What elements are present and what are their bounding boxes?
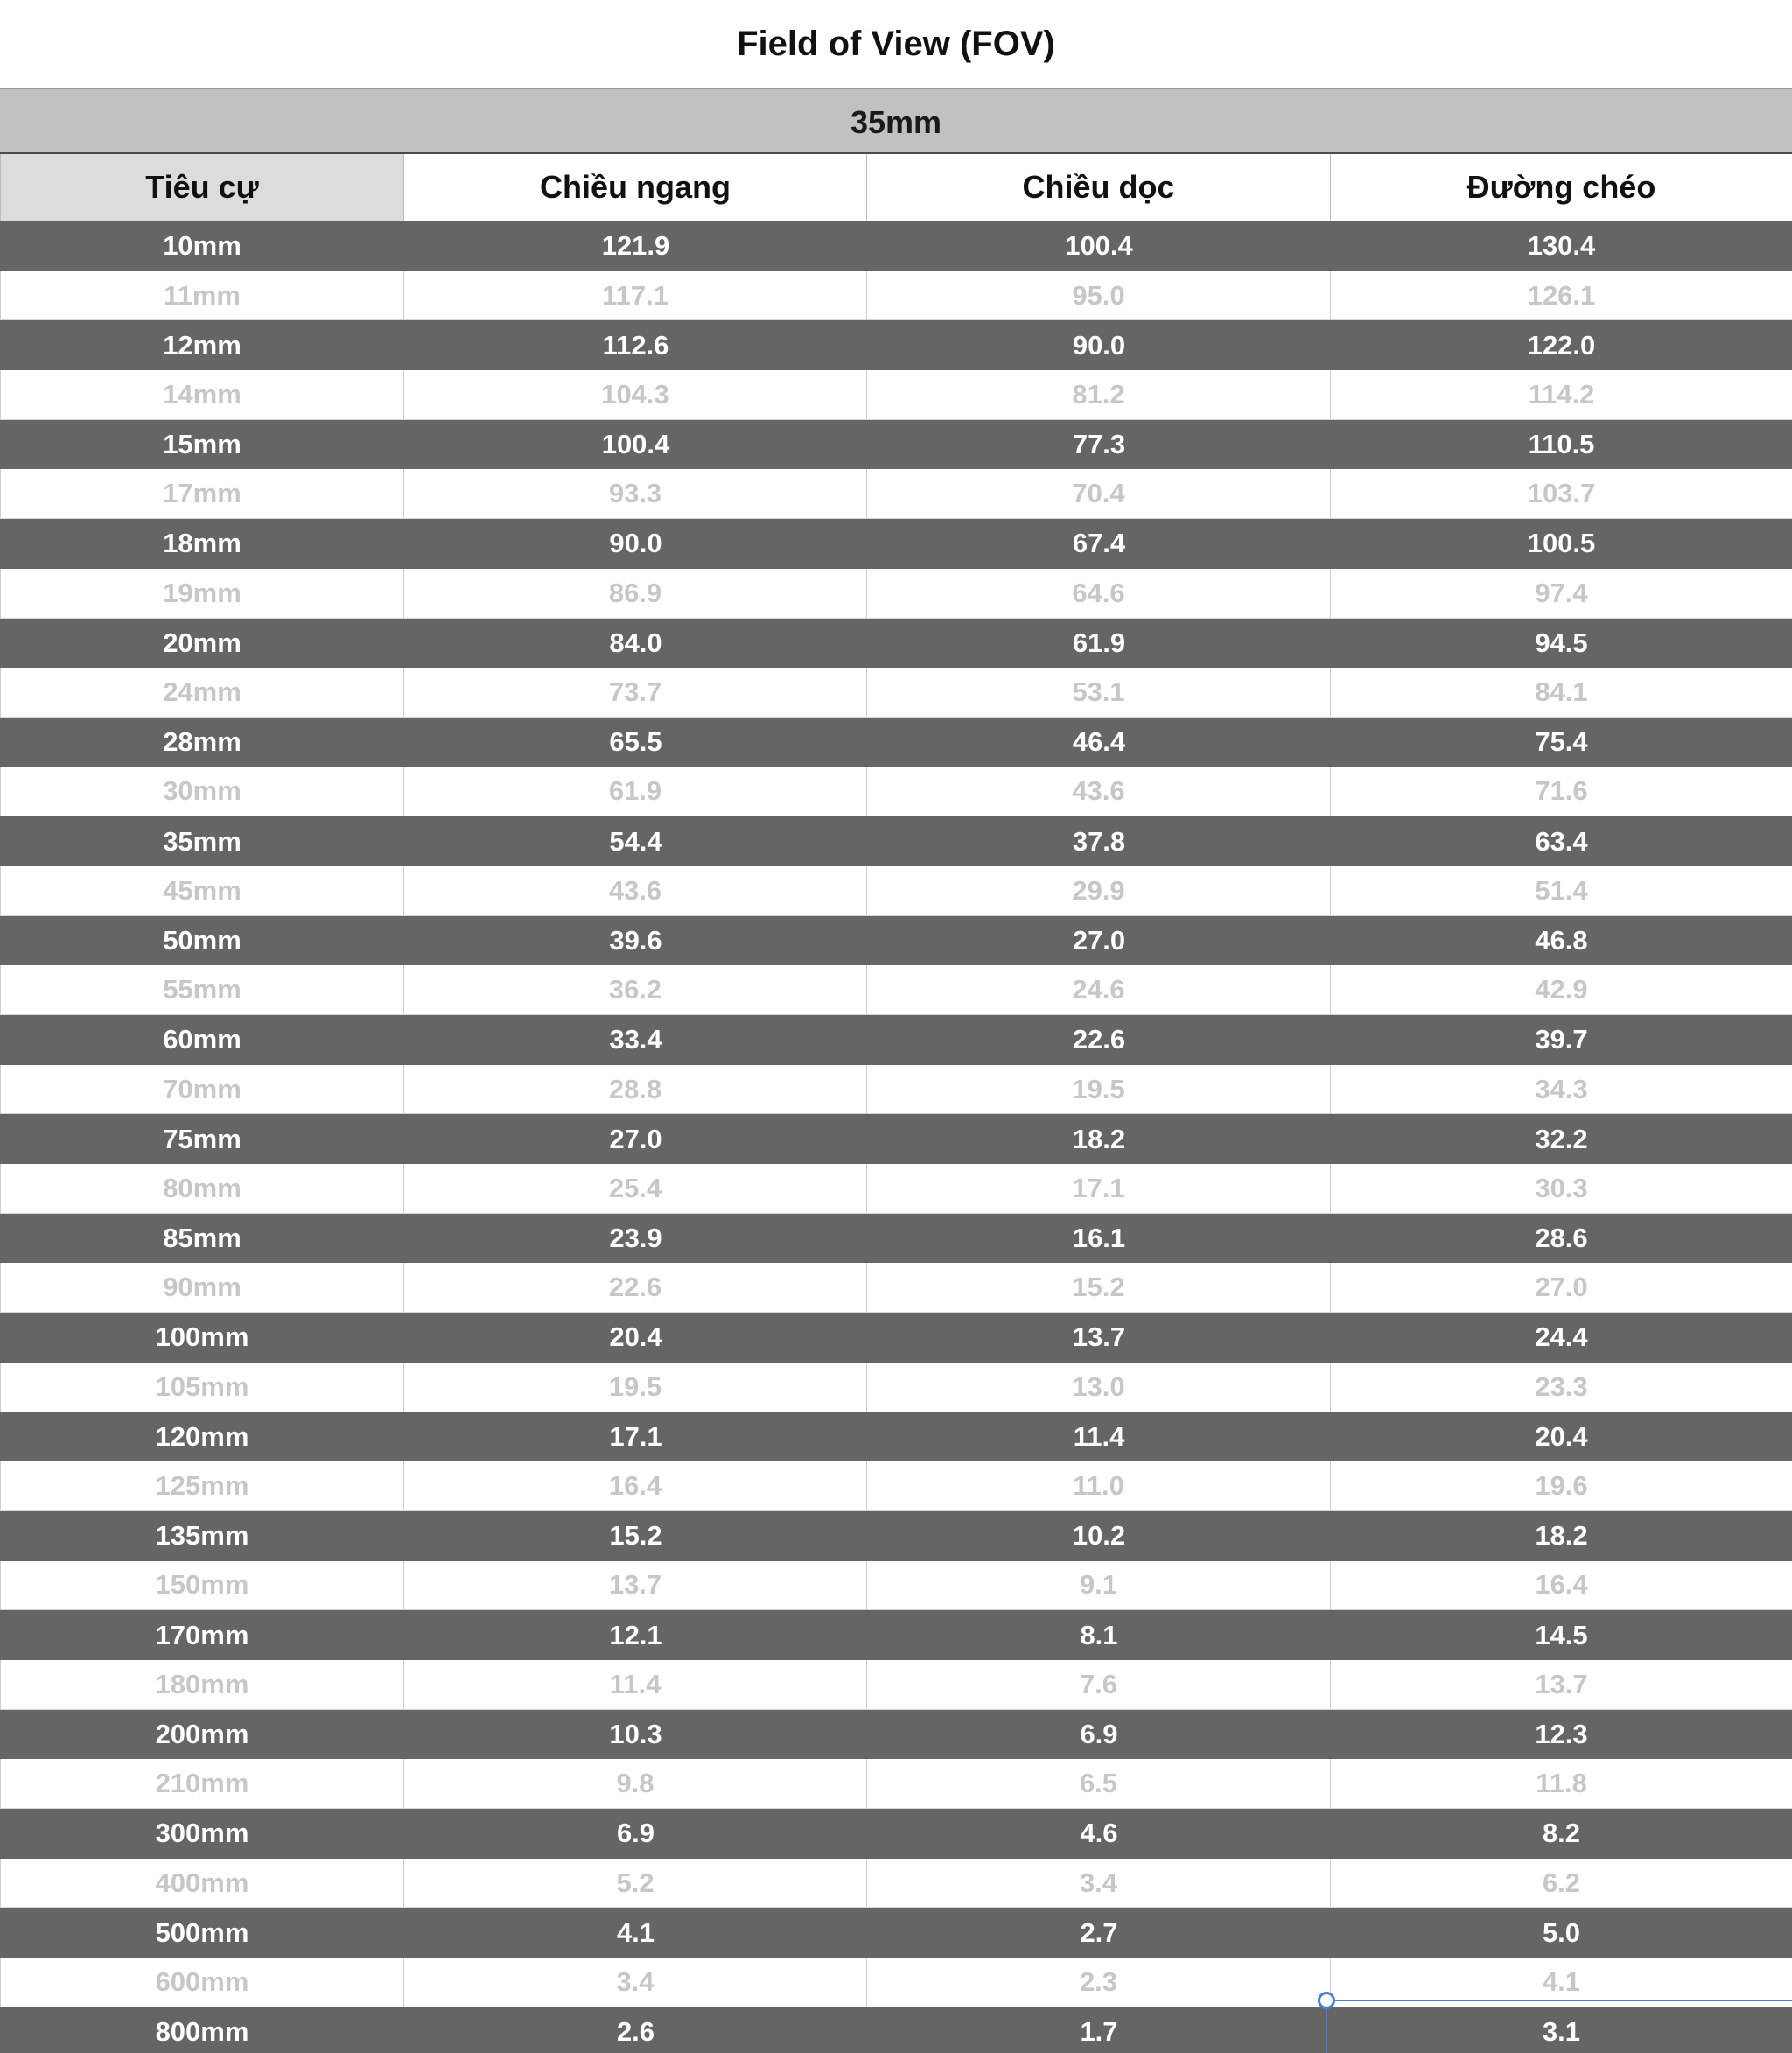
table-row bbox=[0, 1313, 1792, 1363]
table-row bbox=[0, 1511, 1792, 1561]
cell-vertical[interactable]: 9.1 bbox=[867, 1561, 1331, 1610]
cell-horizontal[interactable]: 23.9 bbox=[609, 1223, 662, 1254]
cell-vertical[interactable]: 22.6 bbox=[1072, 1024, 1126, 1055]
cell-vertical[interactable]: 43.6 bbox=[867, 767, 1331, 816]
cell-vertical[interactable]: 77.3 bbox=[1072, 429, 1126, 460]
cell-focal-length[interactable]: 60mm bbox=[163, 1024, 242, 1055]
table-row bbox=[0, 619, 1792, 669]
cell-horizontal[interactable]: 10.3 bbox=[609, 1718, 662, 1749]
cell-horizontal[interactable]: 61.9 bbox=[404, 767, 867, 816]
table-row bbox=[0, 1610, 1792, 1660]
fov-table bbox=[0, 154, 1792, 2053]
table-row bbox=[0, 1710, 1792, 1760]
cell-horizontal[interactable]: 54.4 bbox=[609, 825, 662, 857]
cell-horizontal[interactable]: 86.9 bbox=[404, 569, 867, 618]
table-row bbox=[0, 1908, 1792, 1958]
table-row bbox=[0, 1660, 1792, 1710]
table-row bbox=[0, 1412, 1792, 1462]
cell-vertical[interactable]: 27.0 bbox=[1072, 924, 1126, 956]
cell-vertical[interactable]: 64.6 bbox=[867, 569, 1331, 618]
cell-diagonal[interactable]: 71.6 bbox=[1535, 775, 1588, 807]
cell-horizontal[interactable]: 13.7 bbox=[404, 1561, 867, 1610]
cell-diagonal[interactable]: 27.0 bbox=[1535, 1272, 1588, 1303]
cell-diagonal[interactable]: 3.1 bbox=[1542, 2016, 1581, 2048]
cell-vertical[interactable]: 81.2 bbox=[867, 370, 1331, 419]
cell-horizontal[interactable]: 36.2 bbox=[404, 965, 867, 1014]
cell-horizontal[interactable]: 16.4 bbox=[404, 1461, 867, 1510]
table-row bbox=[0, 569, 1792, 619]
cell-diagonal[interactable]: 110.5 bbox=[1528, 429, 1595, 460]
table-row bbox=[0, 420, 1792, 470]
cell-vertical[interactable]: 16.1 bbox=[1072, 1223, 1126, 1254]
cell-vertical[interactable]: 29.9 bbox=[867, 866, 1331, 915]
cell-diagonal[interactable]: 12.3 bbox=[1535, 1718, 1588, 1749]
cell-diagonal[interactable]: 51.4 bbox=[1535, 874, 1588, 906]
cell-vertical[interactable]: 100.4 bbox=[1065, 230, 1133, 262]
cell-focal-length[interactable]: 50mm bbox=[163, 924, 242, 956]
cell-focal-length[interactable]: 80mm bbox=[0, 1164, 404, 1213]
cell-horizontal[interactable]: 3.4 bbox=[404, 1958, 867, 2007]
cell-horizontal[interactable]: 15.2 bbox=[609, 1520, 662, 1552]
cell-vertical[interactable]: 1.7 bbox=[1080, 2016, 1118, 2048]
cell-diagonal[interactable]: 18.2 bbox=[1535, 1520, 1588, 1552]
cell-vertical[interactable]: 6.5 bbox=[867, 1759, 1331, 1808]
cell-diagonal[interactable]: 28.6 bbox=[1535, 1223, 1588, 1254]
cell-diagonal[interactable]: 4.1 bbox=[1542, 1965, 1581, 1997]
cell-vertical[interactable]: 7.6 bbox=[867, 1660, 1331, 1709]
cell-focal-length[interactable]: 200mm bbox=[155, 1718, 249, 1749]
cell-focal-length[interactable]: 30mm bbox=[0, 767, 404, 816]
cell-focal-length[interactable]: 300mm bbox=[155, 1818, 249, 1849]
cell-diagonal[interactable]: 19.6 bbox=[1535, 1470, 1588, 1502]
cell-horizontal[interactable]: 19.5 bbox=[404, 1363, 867, 1412]
cell-diagonal[interactable]: 23.3 bbox=[1535, 1370, 1588, 1402]
cell-horizontal[interactable]: 27.0 bbox=[609, 1123, 662, 1154]
cell-vertical[interactable]: 95.0 bbox=[867, 271, 1331, 320]
cell-vertical[interactable]: 46.4 bbox=[1072, 726, 1126, 758]
cell-horizontal[interactable]: 90.0 bbox=[609, 528, 662, 559]
cell-diagonal[interactable]: 75.4 bbox=[1535, 726, 1588, 758]
table-row bbox=[0, 1065, 1792, 1115]
table-row bbox=[0, 816, 1792, 866]
cell-vertical[interactable]: 19.5 bbox=[867, 1065, 1331, 1114]
cell-horizontal[interactable]: 4.1 bbox=[616, 1916, 655, 1948]
cell-vertical[interactable]: 17.1 bbox=[867, 1164, 1331, 1213]
cell-horizontal[interactable]: 100.4 bbox=[601, 429, 670, 460]
cell-focal-length[interactable]: 45mm bbox=[0, 866, 404, 915]
cell-focal-length[interactable]: 35mm bbox=[163, 825, 242, 857]
cell-diagonal[interactable]: 6.2 bbox=[1542, 1867, 1581, 1898]
cell-diagonal[interactable]: 46.8 bbox=[1535, 924, 1588, 956]
cell-vertical[interactable]: 90.0 bbox=[1072, 329, 1126, 361]
cell-vertical[interactable]: 6.9 bbox=[1080, 1718, 1118, 1749]
cell-diagonal[interactable]: 114.2 bbox=[1528, 378, 1595, 410]
cell-horizontal[interactable]: 117.1 bbox=[404, 271, 867, 320]
cell-focal-length[interactable]: 18mm bbox=[163, 528, 242, 559]
cell-diagonal[interactable]: 42.9 bbox=[1535, 974, 1588, 1005]
cell-vertical[interactable]: 67.4 bbox=[1072, 528, 1126, 559]
cell-focal-length[interactable]: 20mm bbox=[163, 627, 242, 658]
cell-vertical[interactable]: 18.2 bbox=[1072, 1123, 1126, 1154]
cell-vertical[interactable]: 61.9 bbox=[1072, 627, 1126, 658]
column-header-vertical[interactable]: Chiều dọc bbox=[867, 154, 1331, 221]
table-row bbox=[0, 1114, 1792, 1164]
table-row bbox=[0, 1015, 1792, 1065]
cell-focal-length[interactable]: 150mm bbox=[0, 1561, 404, 1610]
cell-horizontal[interactable]: 73.7 bbox=[404, 668, 867, 717]
cell-diagonal[interactable]: 8.2 bbox=[1542, 1818, 1581, 1849]
cell-horizontal[interactable]: 12.1 bbox=[609, 1619, 662, 1650]
cell-diagonal[interactable]: 39.7 bbox=[1535, 1024, 1588, 1055]
cell-vertical[interactable]: 53.1 bbox=[867, 668, 1331, 717]
selection-handle[interactable] bbox=[1318, 1992, 1335, 2009]
table-row bbox=[0, 469, 1792, 519]
cell-vertical[interactable]: 13.0 bbox=[867, 1363, 1331, 1412]
column-header-diagonal[interactable]: Đường chéo bbox=[1466, 169, 1656, 205]
cell-diagonal[interactable]: 34.3 bbox=[1535, 1073, 1588, 1104]
cell-focal-length[interactable]: 170mm bbox=[155, 1619, 249, 1650]
group-header[interactable]: 35mm bbox=[0, 88, 1792, 154]
cell-vertical[interactable]: 11.0 bbox=[867, 1461, 1331, 1510]
table-title: Field of View (FOV) bbox=[737, 25, 1055, 63]
cell-vertical[interactable]: 15.2 bbox=[867, 1263, 1331, 1312]
table-row bbox=[0, 1263, 1792, 1313]
cell-focal-length[interactable]: 24mm bbox=[0, 668, 404, 717]
cell-horizontal[interactable]: 121.9 bbox=[601, 230, 670, 262]
table-row bbox=[0, 916, 1792, 966]
cell-vertical[interactable]: 10.2 bbox=[1072, 1520, 1126, 1552]
table-row bbox=[0, 1561, 1792, 1611]
cell-focal-length[interactable]: 90mm bbox=[0, 1263, 404, 1312]
cell-horizontal[interactable]: 22.6 bbox=[404, 1263, 867, 1312]
cell-horizontal[interactable]: 11.4 bbox=[404, 1660, 867, 1709]
cell-vertical[interactable]: 37.8 bbox=[1072, 825, 1126, 857]
table-row bbox=[0, 221, 1792, 271]
cell-diagonal[interactable]: 13.7 bbox=[1535, 1668, 1588, 1699]
column-header-focal-length[interactable]: Tiêu cự bbox=[0, 154, 404, 221]
cell-horizontal[interactable]: 9.8 bbox=[404, 1759, 867, 1808]
table-row bbox=[0, 767, 1792, 817]
cell-horizontal[interactable]: 25.4 bbox=[404, 1164, 867, 1213]
cell-focal-length[interactable]: 14mm bbox=[0, 370, 404, 419]
cell-horizontal[interactable]: 28.8 bbox=[404, 1065, 867, 1114]
cell-focal-length[interactable]: 15mm bbox=[163, 429, 242, 460]
cell-diagonal[interactable]: 24.4 bbox=[1535, 1321, 1588, 1353]
cell-horizontal[interactable]: 93.3 bbox=[404, 469, 867, 518]
cell-diagonal[interactable]: 16.4 bbox=[1535, 1569, 1588, 1601]
cell-diagonal[interactable]: 5.0 bbox=[1542, 1916, 1581, 1948]
cell-focal-length[interactable]: 10mm bbox=[163, 230, 242, 262]
cell-focal-length[interactable]: 85mm bbox=[163, 1223, 242, 1254]
table-row bbox=[0, 668, 1792, 718]
table-row bbox=[0, 965, 1792, 1015]
cell-focal-length[interactable]: 180mm bbox=[0, 1660, 404, 1709]
cell-vertical[interactable]: 2.7 bbox=[1080, 1916, 1118, 1948]
cell-focal-length[interactable]: 800mm bbox=[155, 2016, 249, 2048]
table-row bbox=[0, 1164, 1792, 1214]
table-row bbox=[0, 1759, 1792, 1809]
cell-vertical[interactable]: 4.6 bbox=[1080, 1818, 1118, 1849]
cell-vertical[interactable]: 3.4 bbox=[867, 1859, 1331, 1908]
cell-horizontal[interactable]: 39.6 bbox=[609, 924, 662, 956]
cell-focal-length[interactable]: 17mm bbox=[0, 469, 404, 518]
cell-diagonal[interactable]: 63.4 bbox=[1535, 825, 1588, 857]
cell-horizontal[interactable]: 112.6 bbox=[602, 329, 669, 361]
cell-diagonal[interactable]: 84.1 bbox=[1535, 676, 1588, 708]
cell-horizontal[interactable]: 33.4 bbox=[609, 1024, 662, 1055]
cell-vertical[interactable]: 11.4 bbox=[1073, 1420, 1125, 1452]
cell-horizontal[interactable]: 17.1 bbox=[609, 1420, 662, 1452]
cell-vertical[interactable]: 70.4 bbox=[867, 469, 1331, 518]
cell-diagonal[interactable]: 130.4 bbox=[1527, 230, 1596, 262]
cell-vertical[interactable]: 13.7 bbox=[1072, 1321, 1126, 1353]
cell-horizontal[interactable]: 65.5 bbox=[609, 726, 662, 758]
cell-focal-length[interactable]: 11mm bbox=[0, 271, 404, 320]
cell-focal-length[interactable]: 55mm bbox=[0, 965, 404, 1014]
cell-vertical[interactable]: 2.3 bbox=[867, 1958, 1331, 2007]
cell-horizontal[interactable]: 84.0 bbox=[609, 627, 662, 658]
cell-vertical[interactable]: 24.6 bbox=[867, 965, 1331, 1014]
cell-vertical[interactable]: 8.1 bbox=[1080, 1619, 1118, 1650]
cell-focal-length[interactable]: 12mm bbox=[163, 329, 242, 361]
table-row bbox=[0, 320, 1792, 370]
table-row bbox=[0, 1809, 1792, 1859]
column-header-row bbox=[0, 154, 1792, 221]
cell-focal-length[interactable]: 135mm bbox=[155, 1520, 249, 1552]
cell-horizontal[interactable]: 104.3 bbox=[404, 370, 867, 419]
cell-diagonal[interactable]: 14.5 bbox=[1535, 1619, 1588, 1650]
cell-horizontal[interactable]: 6.9 bbox=[616, 1818, 655, 1849]
cell-diagonal[interactable]: 122.0 bbox=[1527, 329, 1596, 361]
cell-focal-length[interactable]: 600mm bbox=[0, 1958, 404, 2007]
cell-diagonal[interactable]: 30.3 bbox=[1535, 1172, 1588, 1203]
table-row bbox=[0, 1363, 1792, 1412]
table-row bbox=[0, 1859, 1792, 1909]
table-row bbox=[0, 866, 1792, 916]
cell-focal-length[interactable]: 120mm bbox=[155, 1420, 249, 1452]
cell-diagonal[interactable]: 32.2 bbox=[1535, 1123, 1588, 1154]
cell-diagonal[interactable]: 103.7 bbox=[1527, 478, 1596, 509]
column-header-horizontal[interactable]: Chiều ngang bbox=[404, 154, 867, 221]
table-row bbox=[0, 718, 1792, 767]
cell-diagonal[interactable]: 20.4 bbox=[1535, 1420, 1588, 1452]
cell-focal-length[interactable]: 400mm bbox=[0, 1859, 404, 1908]
cell-diagonal[interactable]: 11.8 bbox=[1536, 1768, 1587, 1799]
cell-focal-length[interactable]: 28mm bbox=[163, 726, 242, 758]
cell-focal-length[interactable]: 75mm bbox=[163, 1123, 242, 1154]
table-row bbox=[0, 370, 1792, 420]
cell-focal-length[interactable]: 105mm bbox=[0, 1363, 404, 1412]
table-body bbox=[0, 221, 1792, 2053]
table-row bbox=[0, 1461, 1792, 1511]
cell-diagonal[interactable]: 97.4 bbox=[1535, 577, 1588, 608]
cell-horizontal[interactable]: 20.4 bbox=[609, 1321, 662, 1353]
cell-horizontal[interactable]: 43.6 bbox=[404, 866, 867, 915]
cell-focal-length[interactable]: 500mm bbox=[155, 1916, 249, 1948]
selection-border-top bbox=[1326, 2000, 1792, 2001]
table-row bbox=[0, 1214, 1792, 1264]
cell-focal-length[interactable]: 125mm bbox=[0, 1461, 404, 1510]
table-row bbox=[0, 519, 1792, 569]
cell-diagonal[interactable]: 100.5 bbox=[1527, 528, 1596, 559]
cell-diagonal[interactable]: 94.5 bbox=[1535, 627, 1588, 658]
table-row bbox=[0, 2007, 1792, 2053]
cell-diagonal[interactable]: 126.1 bbox=[1527, 279, 1596, 311]
cell-horizontal[interactable]: 2.6 bbox=[616, 2016, 655, 2048]
cell-horizontal[interactable]: 5.2 bbox=[404, 1859, 867, 1908]
table-row bbox=[0, 271, 1792, 321]
cell-focal-length[interactable]: 19mm bbox=[0, 569, 404, 618]
cell-focal-length[interactable]: 210mm bbox=[0, 1759, 404, 1808]
cell-focal-length[interactable]: 100mm bbox=[155, 1321, 249, 1353]
cell-focal-length[interactable]: 70mm bbox=[0, 1065, 404, 1114]
